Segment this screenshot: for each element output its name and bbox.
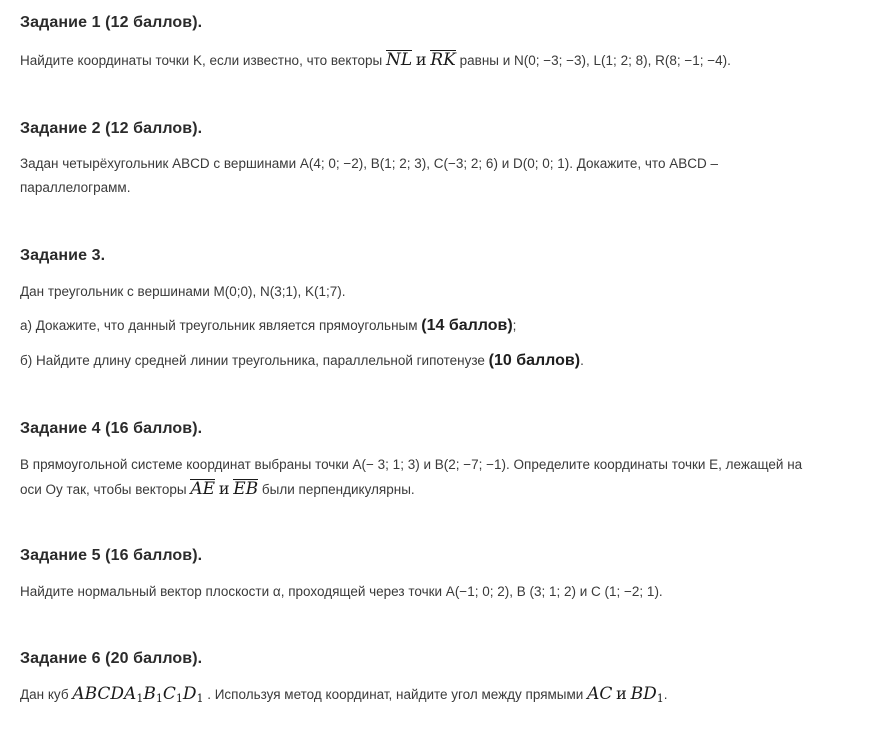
task-5-title: Задание 5 (16 баллов). [20, 547, 203, 564]
task-1-text-after: равны и N(0; −3; −3), L(1; 2; 8), R(8; −1; −4). [459, 53, 731, 68]
task-3-part-b-points: (10 баллов) [488, 352, 581, 369]
task-3-part-a-text: а) Докажите, что данный треугольник является прямоугольным [20, 318, 422, 333]
task-1-text-before: Найдите координаты точки K, если известно, что векторы [20, 53, 386, 68]
task-5-text: Найдите нормальный вектор плоскости α, проходящей через точки A(−1; 0; 2), B (3; 1; 2) и C (1; −2; 1). [20, 584, 663, 599]
cube-name-c: C [162, 684, 176, 704]
task-6 [20, 650, 860, 705]
task-4 [20, 420, 860, 499]
task-4-conj: и [218, 479, 230, 498]
cube-name-d: D [182, 684, 197, 704]
task-2 [20, 120, 860, 195]
task-1-text [20, 48, 731, 73]
task-3-intro: Дан треугольник с вершинами M(0;0), N(3;1), K(1;7). [20, 284, 346, 299]
task-6-text-end: . [663, 687, 668, 702]
task-6-text-before: Дан куб [20, 687, 73, 702]
task-6-text-middle: . Используя метод координат, найдите угол между прямыми [203, 687, 588, 702]
task-1-title: Задание 1 (12 баллов). [20, 14, 203, 31]
task-3-part-b [20, 349, 584, 373]
task-3-part-a-end: ; [512, 318, 517, 333]
line-ac: AC [587, 684, 613, 704]
task-4-line-2 [20, 477, 415, 502]
task-3-part-b-end: . [580, 353, 584, 368]
task-1 [20, 14, 860, 70]
vector-eb: EB [233, 479, 259, 499]
vector-ae: AE [190, 479, 216, 499]
task-2-line-2: параллелограмм. [20, 180, 131, 195]
task-3-part-b-text: б) Найдите длину средней линии треугольника, параллельной гипотенузе [20, 353, 489, 368]
task-1-conj: и [415, 50, 427, 69]
cube-sub-4: 1 [196, 692, 204, 705]
task-4-line-2-before: оси Oy так, чтобы векторы [20, 482, 191, 497]
line-bd1 [631, 684, 664, 704]
task-3-part-a [20, 314, 516, 338]
task-2-line-1: Задан четырёхугольник ABCD с вершинами A(4; 0; −2), B(1; 2; 3), C(−3; 2; 6) и D(0; 0; 1). Докажите, что ABCD – [20, 156, 718, 171]
task-4-line-1: В прямоугольной системе координат выбраны точки A(− 3; 1; 3) и B(2; −7; −1). Определите координаты точки E, лежащей на [20, 457, 803, 472]
task-6-title: Задание 6 (20 баллов). [20, 650, 203, 667]
task-2-title: Задание 2 (12 баллов). [20, 120, 203, 137]
line-bd1-sub: 1 [656, 692, 664, 705]
cube-name [72, 684, 203, 704]
task-4-line-2-after: были перпендикулярны. [261, 482, 415, 497]
cube-sub-3: 1 [175, 692, 183, 705]
cube-name-b: B [143, 684, 156, 704]
task-3-part-a-points: (14 баллов) [421, 317, 513, 334]
task-6-text [20, 682, 667, 711]
task-3-title: Задание 3. [20, 247, 106, 264]
vector-rk: RK [430, 50, 456, 70]
cube-name-main: ABCDA [72, 684, 137, 704]
vector-nl: NL [385, 50, 413, 70]
task-3 [20, 247, 860, 369]
line-bd1-main: BD [630, 684, 657, 704]
task-5 [20, 547, 860, 599]
task-4-title: Задание 4 (16 баллов). [20, 420, 203, 437]
task-6-conj: и [616, 684, 627, 703]
cube-sub-1: 1 [136, 692, 144, 705]
cube-sub-2: 1 [155, 692, 163, 705]
